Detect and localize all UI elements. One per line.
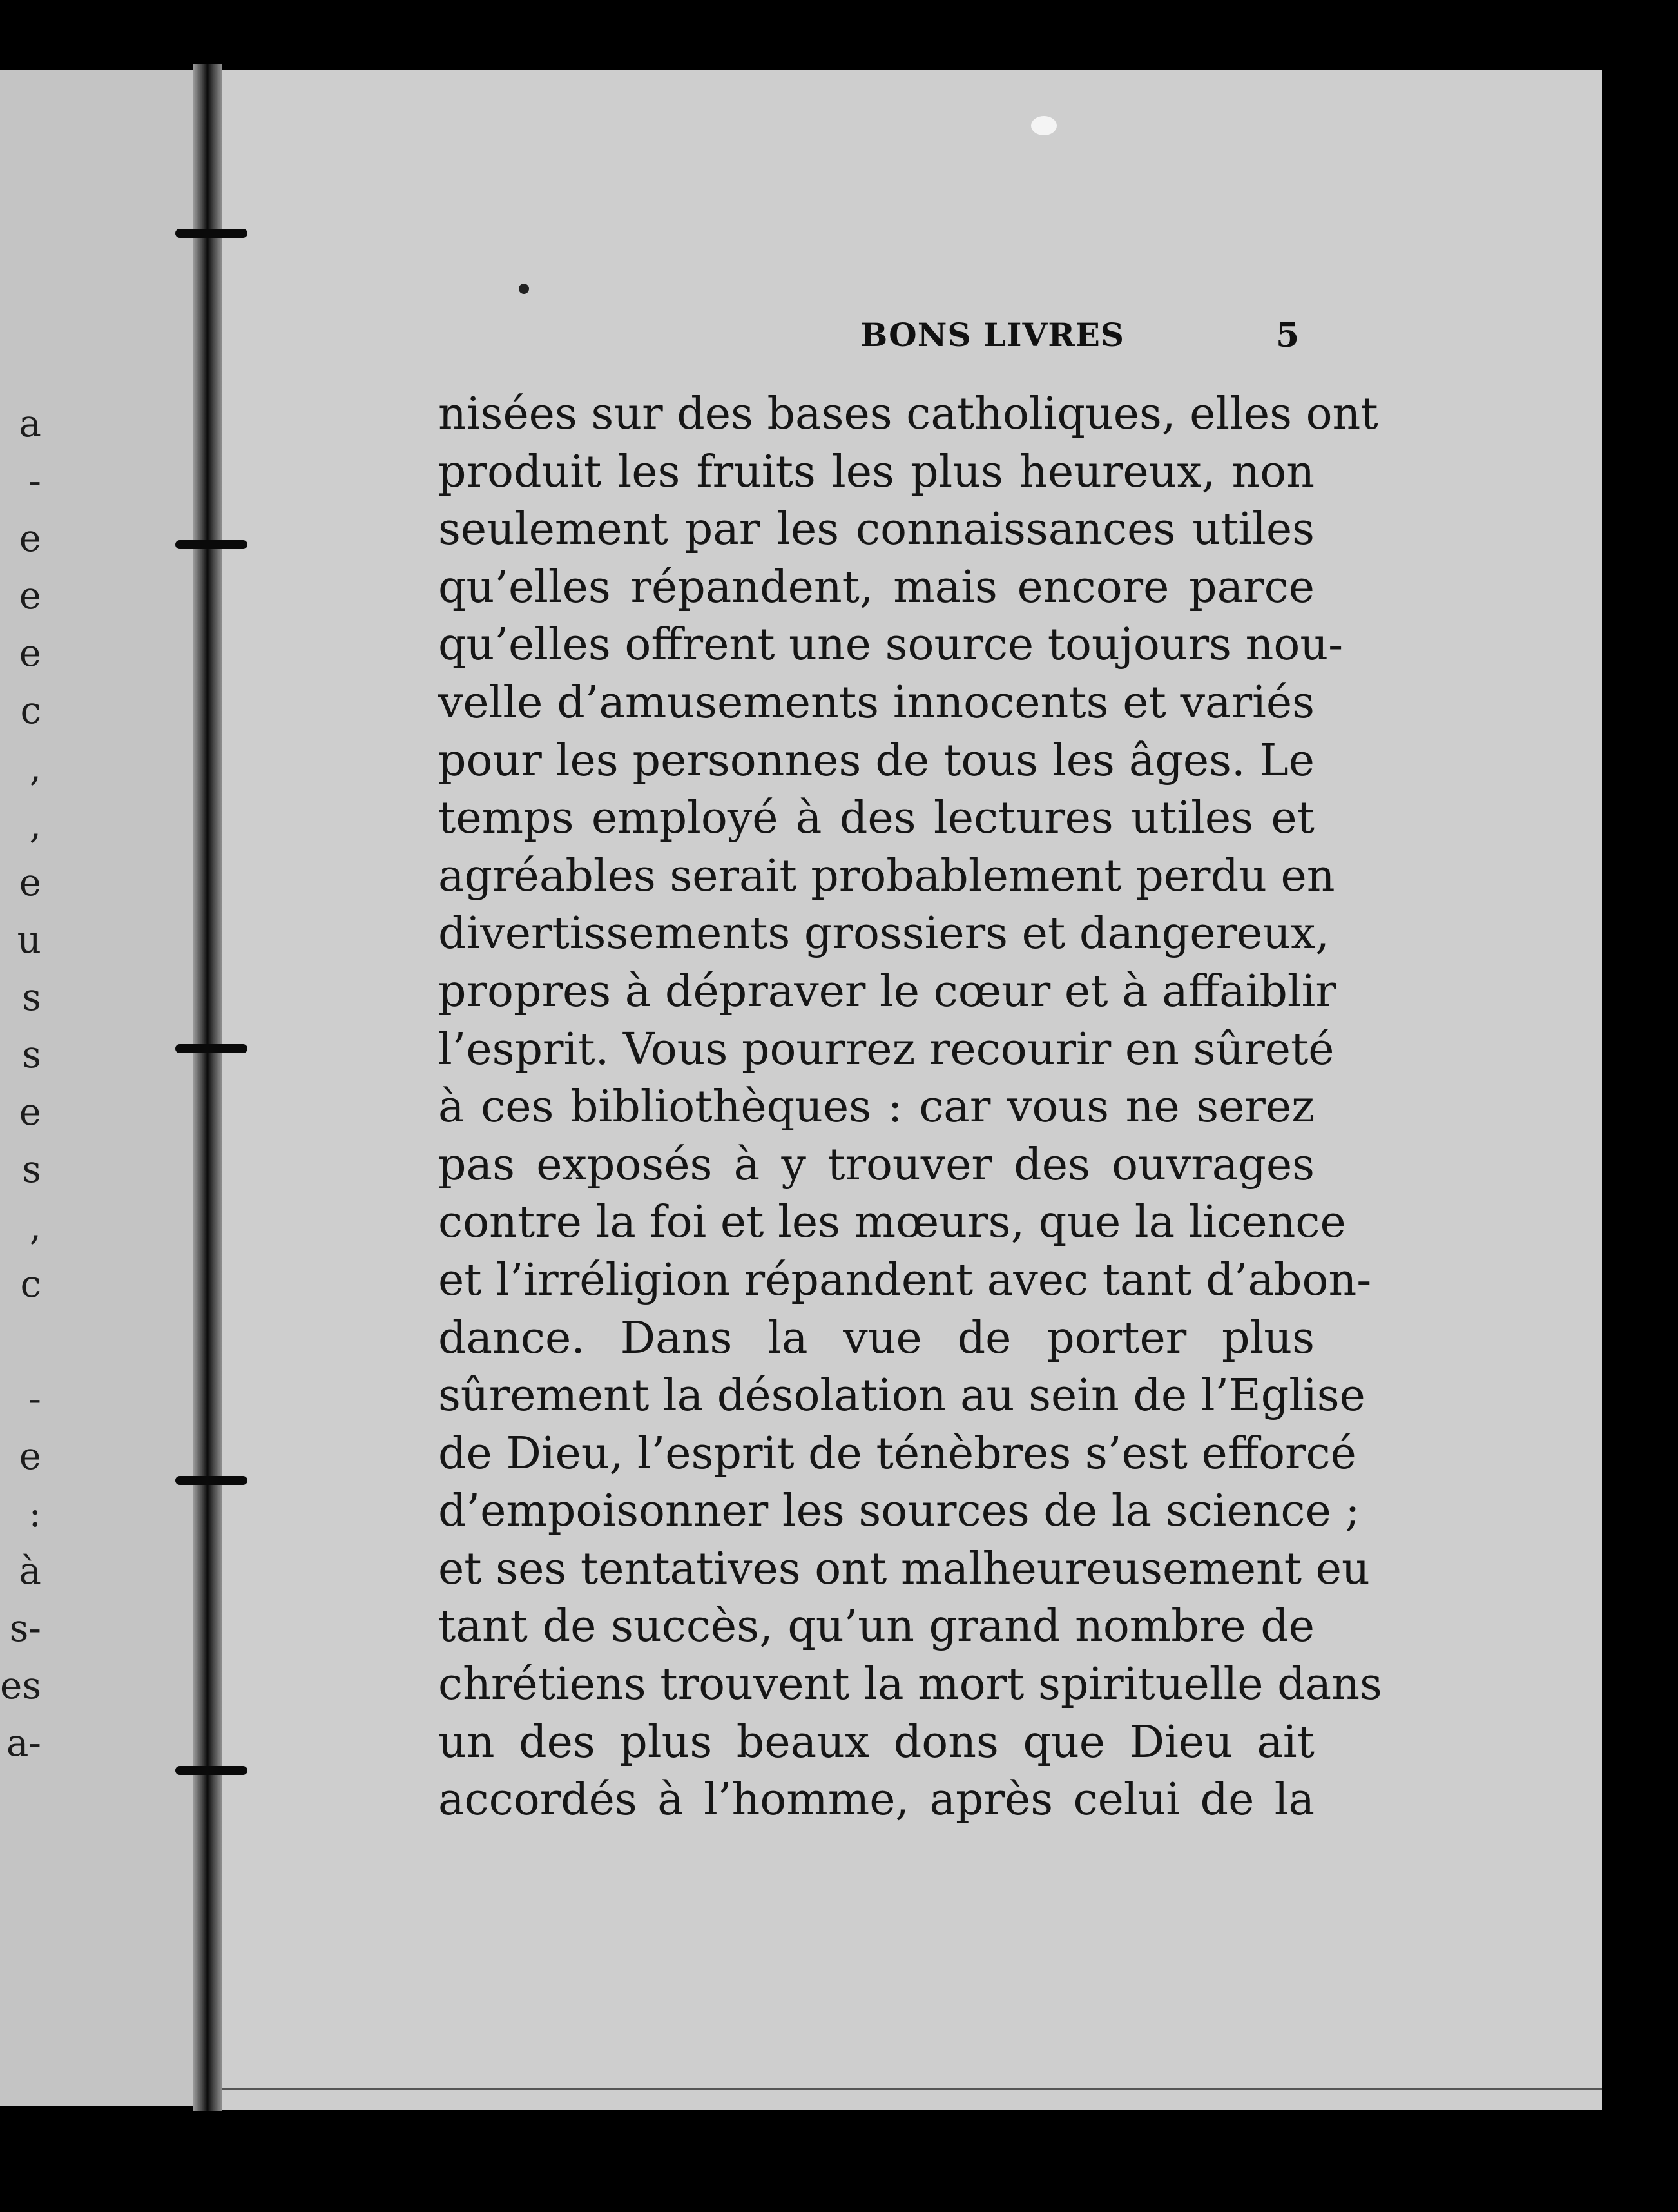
margin-fragment: à: [19, 1549, 41, 1593]
text-line: pour les personnes de tous les âges. Le: [438, 735, 1315, 786]
text-line: nisées sur des bases catholiques, elles ont: [438, 389, 1378, 440]
text-line: et l’irréligion répandent avec tant d’abon-: [438, 1254, 1372, 1306]
text-line: et ses tentatives ont malheureusement eu: [438, 1543, 1370, 1595]
text-line: propres à dépraver le cœur et à affaiblir: [438, 965, 1336, 1017]
margin-fragment: ,: [29, 803, 41, 847]
text-line: produit les fruits les plus heureux, non: [438, 446, 1315, 498]
margin-fragment: a-: [6, 1721, 41, 1765]
text-line: dance. Dans la vue de porter plus: [438, 1312, 1315, 1364]
text-line: qu’elles offrent une source toujours nou-: [438, 619, 1344, 671]
margin-fragment: e: [19, 860, 41, 904]
binding-stitch: [175, 1766, 247, 1775]
margin-fragment: -: [28, 459, 41, 503]
body-text: [438, 385, 1382, 1829]
text-line: sûrement la désolation au sein de l’Eglise: [438, 1370, 1365, 1422]
margin-fragment: ,: [29, 746, 41, 790]
text-line: l’esprit. Vous pourrez recourir en sûreté: [438, 1024, 1335, 1075]
text-line: d’empoisonner les sources de la science ;: [438, 1486, 1360, 1537]
margin-fragment: s: [22, 975, 41, 1019]
text-line: velle d’amusements innocents et variés: [438, 677, 1315, 728]
margin-fragment: e: [19, 631, 41, 675]
text-line: qu’elles répandent, mais encore parce: [438, 561, 1315, 613]
margin-fragment: e: [19, 1434, 41, 1478]
margin-fragment: [0, 1313, 45, 1370]
page-bottom-edge: [219, 2088, 1602, 2090]
running-title: BONS LIVRES: [860, 316, 1125, 354]
text-line: divertissements grossiers et dangereux,: [438, 908, 1330, 960]
text-line: de Dieu, l’esprit de ténèbres s’est efforcé: [438, 1428, 1356, 1479]
text-line: chrétiens trouvent la mort spirituelle dans: [438, 1659, 1382, 1711]
margin-fragment: s-: [9, 1606, 41, 1650]
margin-fragment: u: [17, 918, 41, 962]
binding-stitch: [175, 229, 247, 238]
margin-fragment: e: [19, 574, 41, 617]
margin-fragment: e: [19, 516, 41, 560]
margin-fragment: a: [19, 402, 41, 445]
margin-fragment: e: [19, 1090, 41, 1134]
text-line: un des plus beaux dons que Dieu ait: [438, 1716, 1315, 1768]
margin-fragment: es: [0, 1664, 42, 1707]
running-header: [219, 316, 1602, 361]
text-line: tant de succès, qu’un grand nombre de: [438, 1601, 1315, 1653]
previous-page-margin-fragments: [0, 395, 45, 1772]
previous-page-edge: [0, 70, 213, 2106]
text-line: temps employé à des lectures utiles et: [438, 793, 1315, 844]
binding-stitch: [175, 540, 247, 549]
margin-fragment: :: [28, 1491, 41, 1535]
page-number: 5: [1276, 316, 1300, 355]
text-line: seulement par les connaissances utiles: [438, 504, 1315, 556]
margin-fragment: s: [22, 1147, 41, 1191]
text-line: à ces bibliothèques : car vous ne serez: [438, 1082, 1315, 1133]
text-line: accordés à l’homme, après celui de la: [438, 1774, 1315, 1826]
paper-blemish: [1031, 116, 1057, 135]
margin-fragment: c: [20, 688, 41, 732]
margin-fragment: ,: [29, 1205, 41, 1248]
margin-fragment: c: [20, 1262, 41, 1306]
margin-fragment: s: [22, 1033, 41, 1076]
book-binding-gutter: [193, 64, 222, 2111]
text-line: agréables serait probablement perdu en: [438, 850, 1335, 902]
ink-speck: [519, 284, 529, 294]
margin-fragment: -: [28, 1377, 41, 1421]
text-line: pas exposés à y trouver des ouvrages: [438, 1139, 1315, 1190]
binding-stitch: [175, 1476, 247, 1485]
binding-stitch: [175, 1044, 247, 1053]
text-line: contre la foi et les mœurs, que la licence: [438, 1197, 1346, 1248]
